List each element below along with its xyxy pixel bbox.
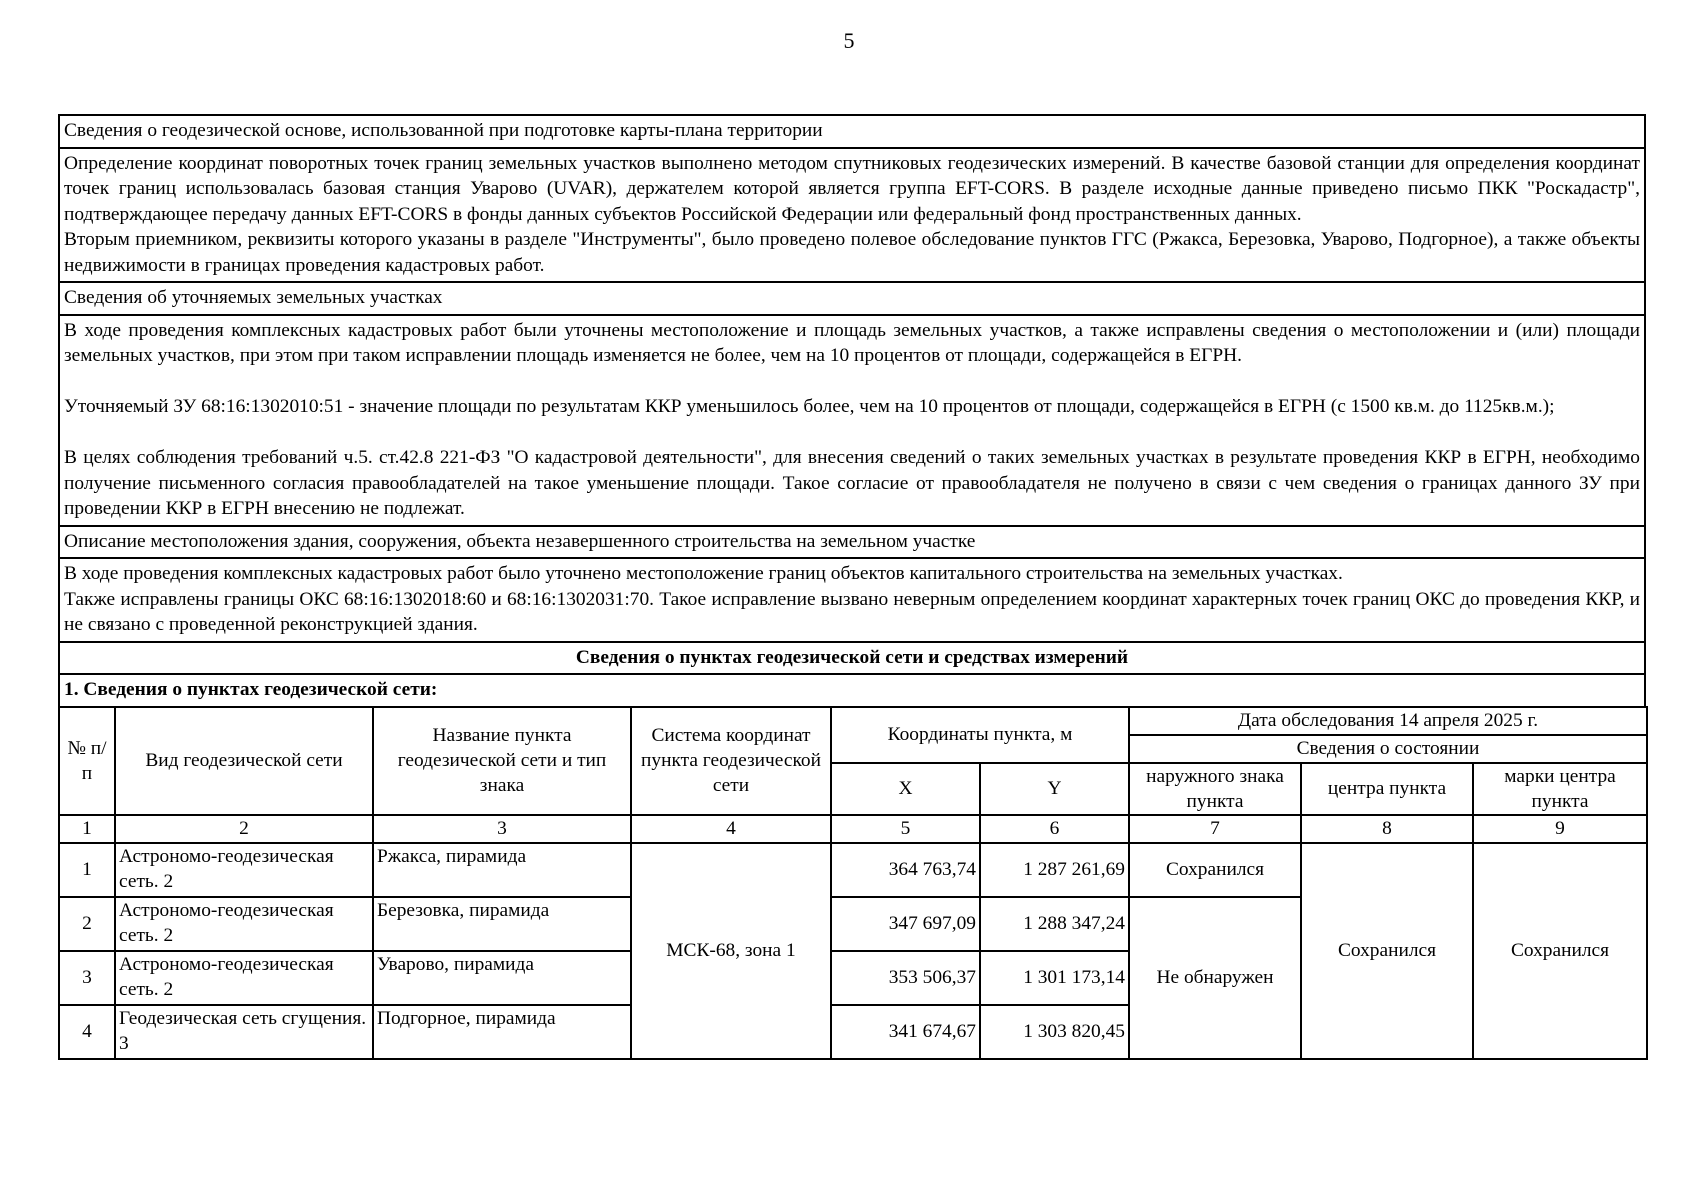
building-location-paragraph-2: Также исправлены границы ОКС 68:16:1302018:60 и 68:16:1302031:70. Такое исправление вызвано неверным определением координат характерных точек границ ОКС до проведения ККР, и не связано с проведенной реконструкцией здания. <box>64 588 1640 635</box>
header-center-mark: марки центра пункта <box>1473 763 1647 815</box>
row-num: 2 <box>59 897 115 951</box>
row-y: 1 301 173,14 <box>980 951 1129 1005</box>
geodetic-basis-text <box>59 148 1645 283</box>
header-point-name: Название пункта геодезической сети и тип знака <box>373 707 631 815</box>
geodetic-basis-paragraph-1: Определение координат поворотных точек границ земельных участков выполнено методом спутниковых геодезических измерений. В качестве базовой станции для определения координат точек границ использовалась базовая станция Уварово (UVAR), держателем которой является группа EFT-CORS. В разделе исходные данные приведено письмо ПКК "Роскадастр", подтверждающее передачу данных EFT-CORS в фонды данных субъектов Российской Федерации или федеральный фонд пространственных данных. <box>64 152 1640 225</box>
row-x: 353 506,37 <box>831 951 980 1005</box>
info-blocks-table <box>58 114 1646 708</box>
column-index: 7 <box>1129 815 1301 843</box>
building-location-text <box>59 558 1645 642</box>
refined-parcels-paragraph-2: Уточняемый ЗУ 68:16:1302010:51 - значение площади по результатам ККР уменьшилось более, чем на 10 процентов от площади, содержащейся в ЕГРН (с 1500 кв.м. до 1125кв.м.); <box>64 396 1555 417</box>
header-y: Y <box>980 763 1129 815</box>
geodetic-basis-title: Сведения о геодезической основе, использованной при подготовке карты-плана территории <box>59 115 1645 148</box>
header-network-type: Вид геодезической сети <box>115 707 373 815</box>
header-survey-date: Дата обследования 14 апреля 2025 г. <box>1129 707 1647 735</box>
geodetic-points-table <box>58 706 1648 1060</box>
column-index: 6 <box>980 815 1129 843</box>
header-state: Сведения о состоянии <box>1129 735 1647 763</box>
header-center: центра пункта <box>1301 763 1473 815</box>
column-index: 8 <box>1301 815 1473 843</box>
center-mark-status: Сохранился <box>1473 843 1647 1059</box>
row-network-type: Геодезическая сеть сгущения. 3 <box>115 1005 373 1059</box>
refined-parcels-paragraph-3: В целях соблюдения требований ч.5. ст.42.8 221-ФЗ "О кадастровой деятельности", для внесения сведений о таких земельных участках в результате проведения ККР в ЕГРН, необходимо получение письменного согласия правообладателей на такое уменьшение площади. Такое согласие от правообладателя не получено в связи с чем сведения о границах данного ЗУ при проведении ККР в ЕГРН внесению не подлежат. <box>64 447 1640 519</box>
column-index: 4 <box>631 815 831 843</box>
row-point-name: Уварово, пирамида <box>373 951 631 1005</box>
row-num: 3 <box>59 951 115 1005</box>
network-section-subtitle: 1. Сведения о пунктах геодезической сети: <box>59 674 1645 707</box>
header-x: X <box>831 763 980 815</box>
header-coordinates: Координаты пункта, м <box>831 707 1129 763</box>
row-network-type: Астрономо-геодезическая сеть. 2 <box>115 843 373 897</box>
network-section-title: Сведения о пунктах геодезической сети и средствах измерений <box>59 642 1645 675</box>
row-y: 1 288 347,24 <box>980 897 1129 951</box>
column-index: 9 <box>1473 815 1647 843</box>
row-point-name: Ржакса, пирамида <box>373 843 631 897</box>
column-index: 3 <box>373 815 631 843</box>
outer-sign-status: Не обнаружен <box>1129 897 1301 1059</box>
table-row <box>59 843 1647 897</box>
building-location-title: Описание местоположения здания, сооружения, объекта незавершенного строительства на земельном участке <box>59 526 1645 559</box>
refined-parcels-title: Сведения об уточняемых земельных участках <box>59 282 1645 315</box>
outer-sign-status: Сохранился <box>1129 843 1301 897</box>
row-y: 1 303 820,45 <box>980 1005 1129 1059</box>
header-outer-sign: наружного знака пункта <box>1129 763 1301 815</box>
row-network-type: Астрономо-геодезическая сеть. 2 <box>115 951 373 1005</box>
header-coord-system: Система координат пункта геодезической сети <box>631 707 831 815</box>
center-status: Сохранился <box>1301 843 1473 1059</box>
row-x: 364 763,74 <box>831 843 980 897</box>
page-number: 5 <box>843 28 855 53</box>
refined-parcels-paragraph-1: В ходе проведения комплексных кадастровых работ были уточнены местоположение и площадь земельных участков, а также исправлены сведения о местоположении и (или) площади земельных участков, при этом при таком исправлении площадь изменяется не более, чем на 10 процентов от площади, содержащейся в ЕГРН. <box>64 319 1640 366</box>
header-num: № п/п <box>59 707 115 815</box>
row-point-name: Подгорное, пирамида <box>373 1005 631 1059</box>
geodetic-basis-paragraph-2: Вторым приемником, реквизиты которого указаны в разделе "Инструменты", было проведено полевое обследование пунктов ГГС (Ржакса, Березовка, Уварово, Подгорное), а также объекты недвижимости в границах проведения кадастровых работ. <box>64 229 1640 276</box>
row-x: 341 674,67 <box>831 1005 980 1059</box>
column-index: 1 <box>59 815 115 843</box>
row-num: 1 <box>59 843 115 897</box>
row-point-name: Березовка, пирамида <box>373 897 631 951</box>
column-index: 5 <box>831 815 980 843</box>
row-network-type: Астрономо-геодезическая сеть. 2 <box>115 897 373 951</box>
document-body <box>58 114 1646 1060</box>
coord-system-value: МСК-68, зона 1 <box>631 843 831 1059</box>
refined-parcels-text <box>59 315 1645 526</box>
building-location-paragraph-1: В ходе проведения комплексных кадастровых работ было уточнено местоположение границ объектов капитального строительства на земельных участках. <box>64 563 1343 584</box>
row-x: 347 697,09 <box>831 897 980 951</box>
row-num: 4 <box>59 1005 115 1059</box>
column-index: 2 <box>115 815 373 843</box>
row-y: 1 287 261,69 <box>980 843 1129 897</box>
